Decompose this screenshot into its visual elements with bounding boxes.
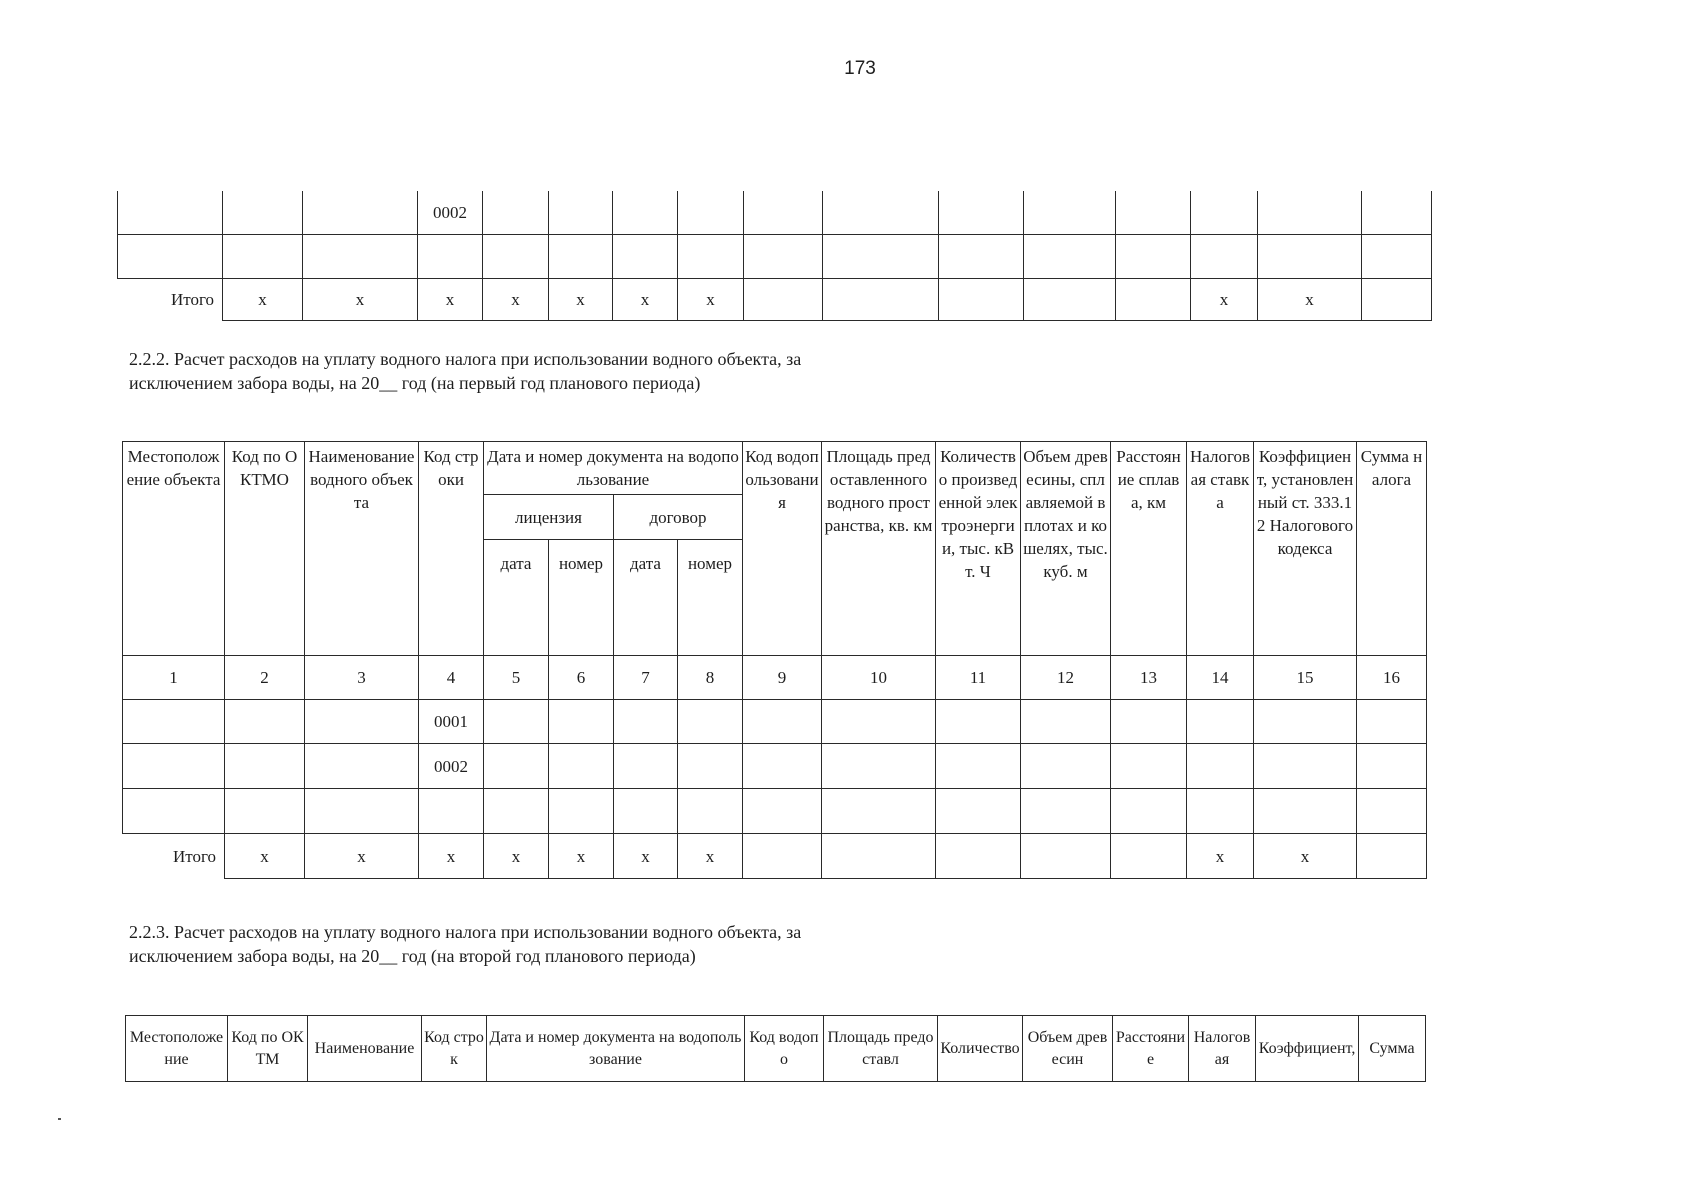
- header-location: Местоположение: [126, 1016, 228, 1082]
- total-label: Итого: [123, 834, 225, 879]
- x-cell: x: [549, 278, 613, 320]
- header-rate: Налоговая ставка: [1187, 442, 1254, 656]
- header-distance: Расстояние: [1113, 1016, 1189, 1082]
- x-cell: x: [484, 834, 549, 879]
- table-2-2-3: [125, 1015, 1426, 1082]
- x-cell: x: [678, 834, 743, 879]
- x-cell: x: [1254, 834, 1357, 879]
- column-number-cell: 10: [822, 656, 936, 700]
- x-cell: x: [613, 278, 678, 320]
- row-code-cell: 0002: [418, 191, 483, 234]
- column-number-cell: 15: [1254, 656, 1357, 700]
- header-timber: Объем древесины, сплавляемой в плотах и кошелях, тыс. куб. м: [1021, 442, 1111, 656]
- table-row: [123, 789, 1427, 834]
- column-number-cell: 14: [1187, 656, 1254, 700]
- header-area: Площадь предоставленного водного пространства, кв. км: [822, 442, 936, 656]
- column-number-cell: 5: [484, 656, 549, 700]
- header-oktmo: Код по ОКТМ: [228, 1016, 308, 1082]
- header-coeff: Коэффициент, установленный ст. 333.12 Налогового кодекса: [1254, 442, 1357, 656]
- column-number-cell: 8: [678, 656, 743, 700]
- section-title-2-2-2: 2.2.2. Расчет расходов на уплату водного налога при использовании водного объекта, за исключением забора воды, на 20__ год (на первый год планового периода): [129, 349, 802, 393]
- column-number-cell: 11: [936, 656, 1021, 700]
- table-2-2-2: [122, 441, 1427, 879]
- header-tax-sum: Сумма: [1359, 1016, 1426, 1082]
- table-row: [118, 191, 1432, 234]
- column-number-cell: 1: [123, 656, 225, 700]
- header-water-name: Наименование: [308, 1016, 422, 1082]
- header-use-code: Код водопо: [745, 1016, 824, 1082]
- x-cell: x: [1191, 278, 1258, 320]
- header-distance: Расстояние сплава, км: [1111, 442, 1187, 656]
- header-contract-number: номер: [678, 540, 743, 656]
- header-energy: Количество: [938, 1016, 1023, 1082]
- header-doc-group: Дата и номер документа на водопользование: [484, 442, 743, 495]
- row-code-cell: 0001: [419, 700, 484, 744]
- header-row-code: Код строки: [419, 442, 484, 656]
- total-row: [123, 834, 1427, 879]
- row-code-cell: 0002: [419, 744, 484, 789]
- column-number-cell: 2: [225, 656, 305, 700]
- x-cell: x: [305, 834, 419, 879]
- header-coeff: Коэффициент,: [1256, 1016, 1359, 1082]
- header-use-code: Код водопользования: [743, 442, 822, 656]
- x-cell: x: [225, 834, 305, 879]
- x-cell: x: [678, 278, 744, 320]
- header-row-code: Код строк: [422, 1016, 487, 1082]
- header-license-date: дата: [484, 540, 549, 656]
- header-water-name: Наименование водного объекта: [305, 442, 419, 656]
- page-number: 173: [844, 58, 876, 79]
- column-number-cell: 9: [743, 656, 822, 700]
- header-doc-group: Дата и номер документа на водопользование: [487, 1016, 745, 1082]
- table-row: [118, 234, 1432, 278]
- x-cell: x: [419, 834, 484, 879]
- table-row: [123, 700, 1427, 744]
- column-number-cell: 16: [1357, 656, 1427, 700]
- header-row: [123, 442, 1427, 495]
- header-location: Местоположение объекта: [123, 442, 225, 656]
- column-number-row: [123, 656, 1427, 700]
- x-cell: x: [1258, 278, 1362, 320]
- header-oktmo: Код по ОКТМО: [225, 442, 305, 656]
- header-license-number: номер: [549, 540, 614, 656]
- x-cell: x: [483, 278, 549, 320]
- header-area: Площадь предоставл: [824, 1016, 938, 1082]
- header-contract: договор: [614, 495, 743, 540]
- total-label: Итого: [118, 278, 223, 320]
- x-cell: x: [418, 278, 483, 320]
- header-row: [126, 1016, 1426, 1082]
- x-cell: x: [614, 834, 678, 879]
- column-number-cell: 7: [614, 656, 678, 700]
- column-number-cell: 3: [305, 656, 419, 700]
- table-row: [123, 744, 1427, 789]
- table-fragment-top: [117, 191, 1432, 321]
- total-row: [118, 278, 1432, 320]
- header-contract-date: дата: [614, 540, 678, 656]
- column-number-cell: 4: [419, 656, 484, 700]
- section-title-2-2-3: 2.2.3. Расчет расходов на уплату водного налога при использовании водного объекта, за исключением забора воды, на 20__ год (на второй год планового периода): [129, 922, 802, 966]
- x-cell: x: [549, 834, 614, 879]
- column-number-cell: 13: [1111, 656, 1187, 700]
- header-rate: Налоговая: [1189, 1016, 1256, 1082]
- scan-speck: [58, 1118, 61, 1120]
- header-license: лицензия: [484, 495, 614, 540]
- x-cell: x: [1187, 834, 1254, 879]
- x-cell: x: [303, 278, 418, 320]
- column-number-cell: 12: [1021, 656, 1111, 700]
- column-number-cell: 6: [549, 656, 614, 700]
- x-cell: x: [223, 278, 303, 320]
- header-timber: Объем древесин: [1023, 1016, 1113, 1082]
- header-energy: Количество произведенной электроэнергии, тыс. кВт. Ч: [936, 442, 1021, 656]
- header-tax-sum: Сумма налога: [1357, 442, 1427, 656]
